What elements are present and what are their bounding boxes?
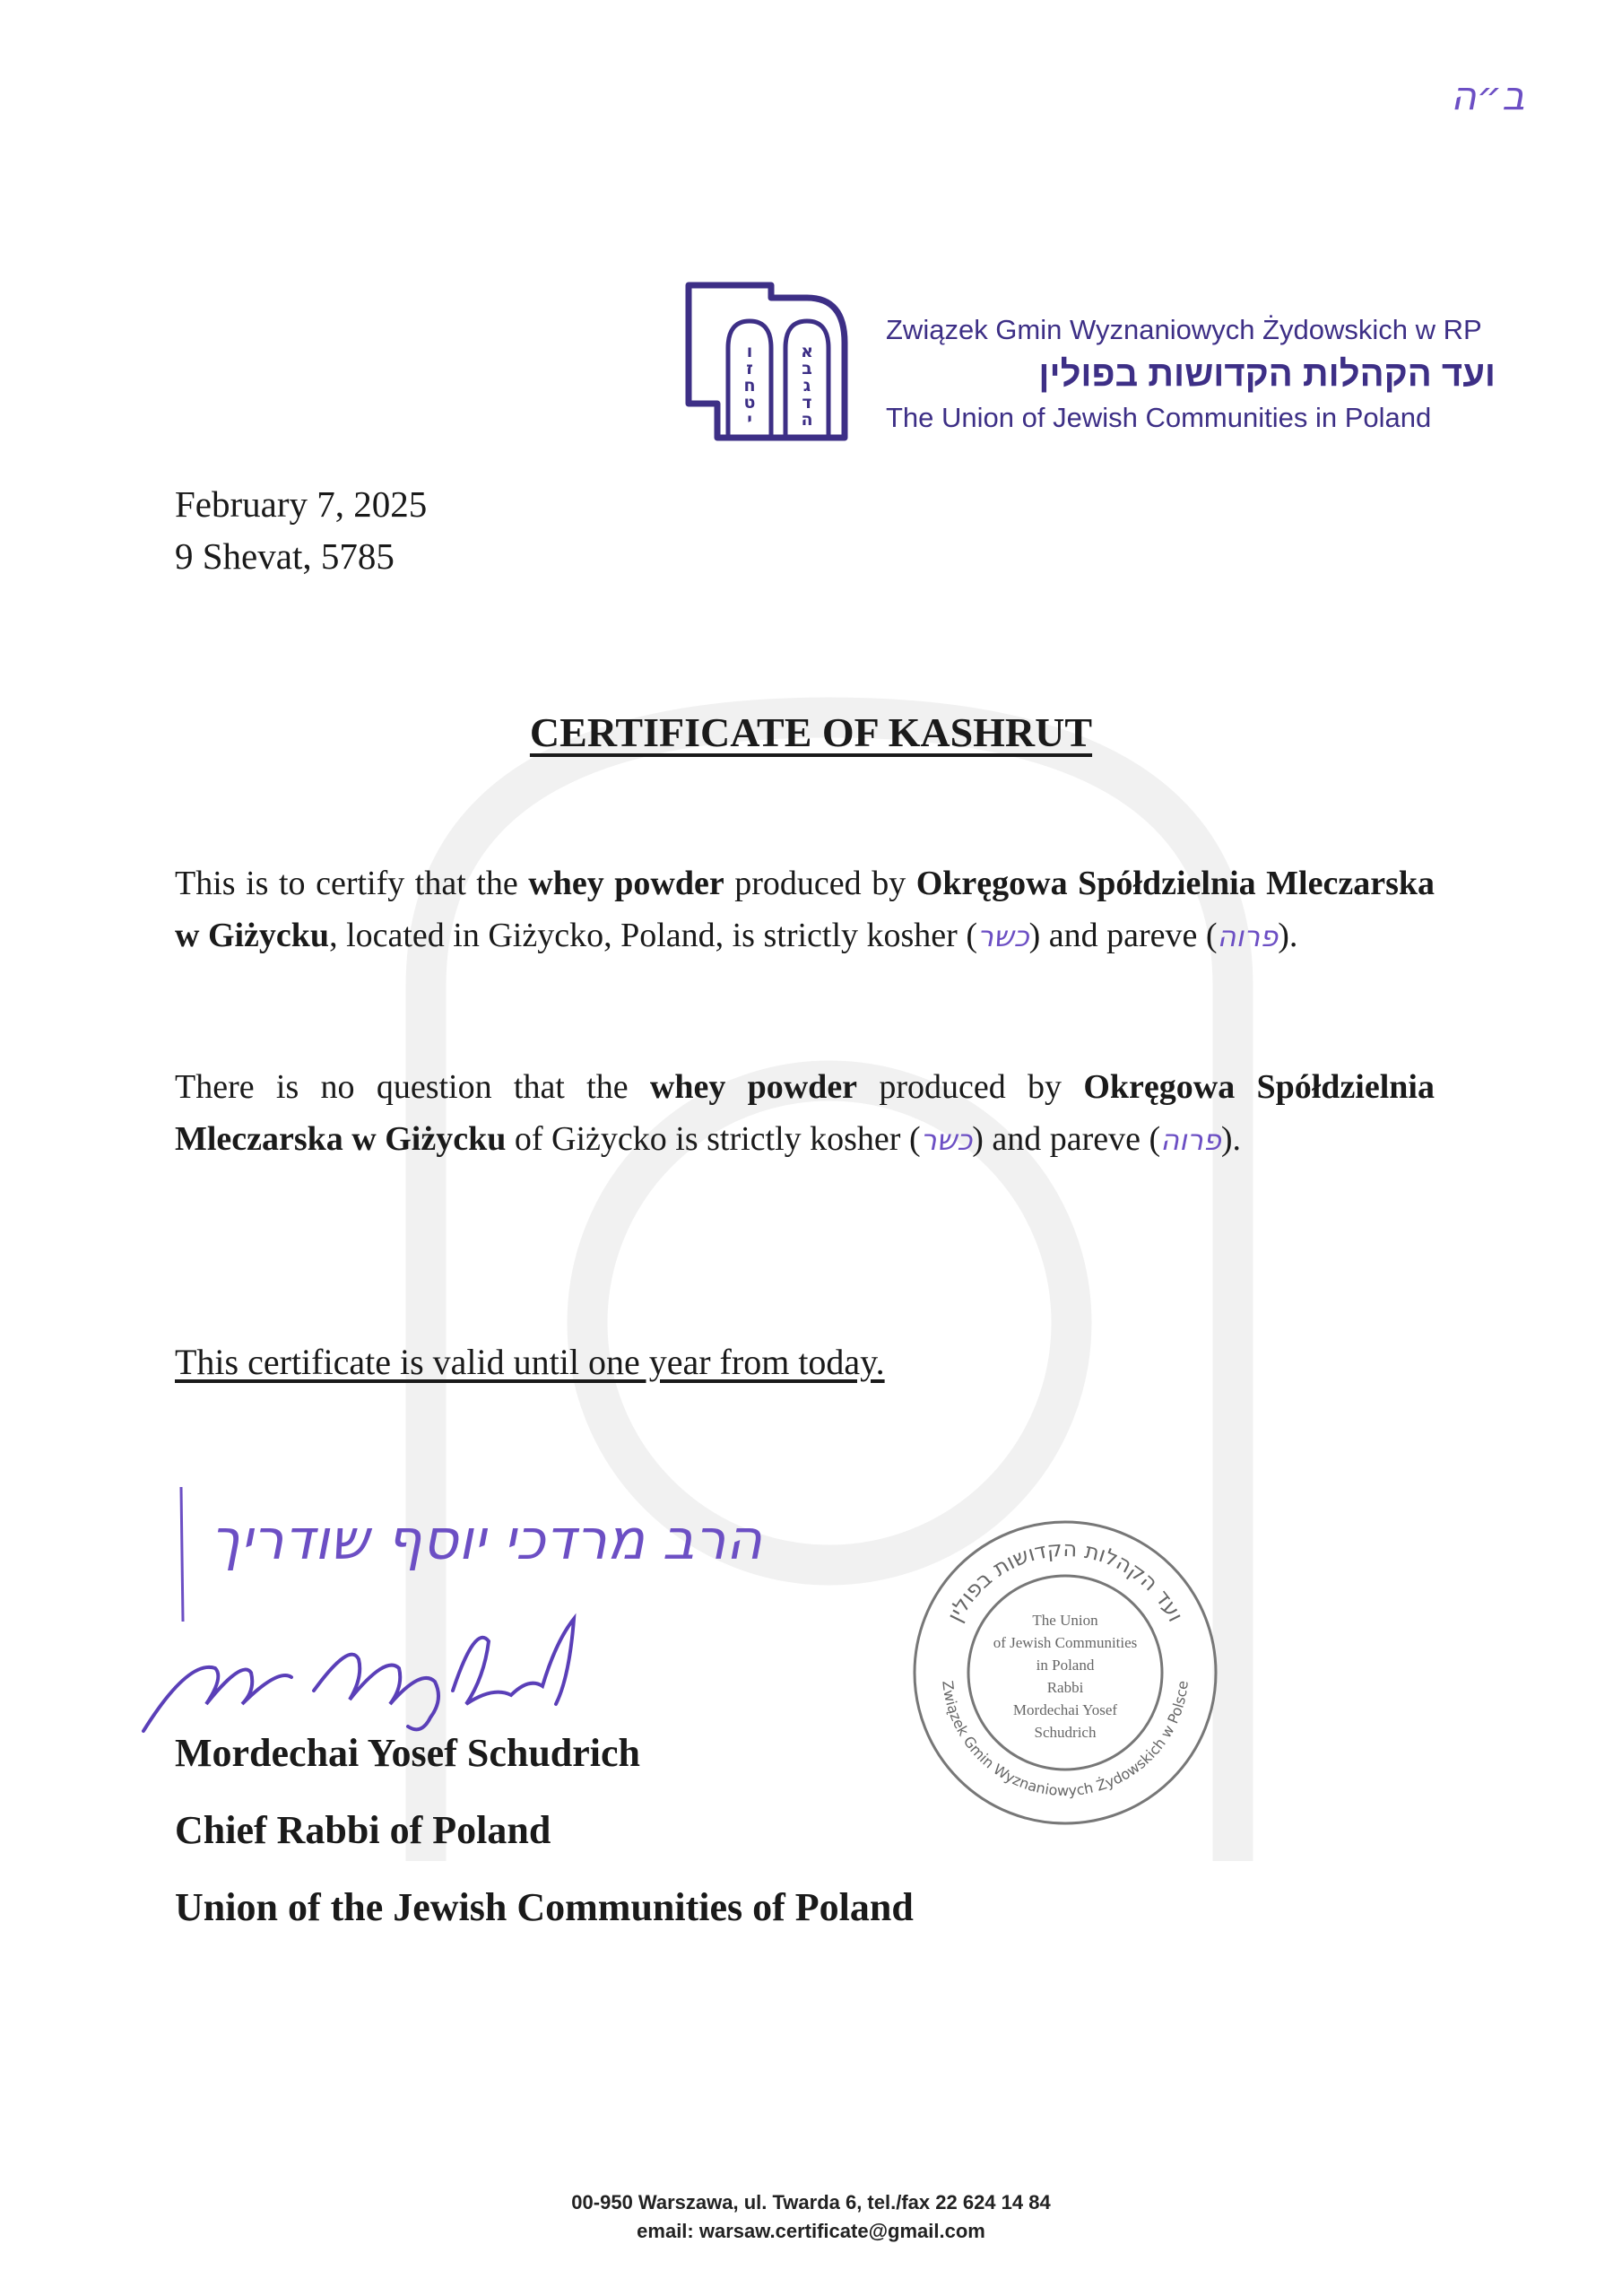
handwritten-kosher: כשר [976, 919, 1029, 953]
handwritten-kosher: כשר [920, 1123, 973, 1157]
certificate-title: CERTIFICATE OF KASHRUT [529, 709, 1093, 755]
corner-handwritten-mark: ב״ה [1451, 74, 1525, 119]
text-segment: produced by [857, 1068, 1084, 1106]
svg-text:הרב מרדכי יוסף שודריך: הרב מרדכי יוסף שודריך [210, 1507, 762, 1572]
handwritten-pareve: פרוה [1217, 919, 1279, 953]
text-segment: There is no question that the [175, 1068, 650, 1106]
union-logo-tablets-icon [681, 280, 852, 448]
text-segment: , located in Giżycko, Poland, is strictly kosher ( [329, 917, 977, 954]
org-name-english: The Union of Jewish Communities in Poland [886, 402, 1432, 433]
signatory-role: Chief Rabbi of Poland [175, 1808, 551, 1852]
logo-letter: ב [802, 359, 812, 378]
signatory-organization: Union of the Jewish Communities of Poland [175, 1885, 914, 1929]
logo-letter: ח [743, 376, 756, 396]
text-segment: This is to certify that the [175, 865, 529, 902]
stamp-inner-line: in Poland [1036, 1657, 1095, 1674]
product-name: whey powder [528, 865, 724, 902]
official-stamp [908, 1516, 1222, 1830]
gregorian-date: February 7, 2025 [175, 483, 428, 525]
svg-text:ועד הקהלות הקדושות בפולין: ועד הקהלות הקדושות בפולין [941, 1535, 1189, 1626]
svg-text:Związek Gmin Wyznaniowych Żydo: Związek Gmin Wyznaniowych Żydowskich w Polsce [939, 1679, 1192, 1800]
logo-letter: י [747, 410, 752, 430]
stamp-inner-line: Schudrich [1034, 1724, 1097, 1741]
logo-letter: ז [746, 359, 753, 378]
validity-statement: This certificate is valid until one year from today. [175, 1342, 885, 1382]
logo-letter: ט [743, 393, 756, 413]
stamp-inner-line: Mordechai Yosef [1012, 1701, 1118, 1718]
text-segment: ) and pareve ( [1028, 917, 1218, 954]
product-name: whey powder [649, 1068, 858, 1106]
logo-letter: ג [802, 376, 811, 396]
company-name: Okręgowa Spółdzielnia Mleczarska w Giżycku [175, 865, 1435, 954]
text-segment: of Giżycko is strictly kosher ( [506, 1120, 921, 1158]
handwritten-pareve: פרוה [1160, 1123, 1221, 1157]
logo-letter: א [801, 342, 813, 361]
stamp-inner-line: The Union [1032, 1612, 1098, 1629]
certification-paragraph-1 [175, 857, 1435, 962]
org-name-polish: Związek Gmin Wyznaniowych Żydowskich w RP [886, 314, 1482, 345]
text-segment: produced by [724, 865, 916, 902]
logo-letter: ה [801, 410, 813, 430]
footer-email[interactable]: email: warsaw.certificate@gmail.com [637, 2220, 985, 2242]
signatory-name: Mordechai Yosef Schudrich [175, 1731, 641, 1775]
org-name-hebrew: ועד הקהלות הקדושות בפולין [1038, 354, 1496, 394]
logo-letter: ד [802, 393, 812, 413]
certification-paragraph-2 [175, 1061, 1435, 1166]
text-segment: ). [1220, 1120, 1242, 1158]
stamp-inner-line: Rabbi [1046, 1679, 1084, 1696]
hebrew-date: 9 Shevat, 5785 [175, 535, 395, 577]
logo-letter: ו [746, 342, 753, 361]
organization-header [886, 310, 1514, 438]
signatory-block [175, 1715, 914, 1946]
company-name: Okręgowa Spółdzielnia Mleczarska w Giżycku [175, 1068, 1435, 1158]
text-segment: ) and pareve ( [972, 1120, 1161, 1158]
stamp-inner-line: of Jewish Communities [993, 1634, 1138, 1651]
footer-address: 00-950 Warszawa, ul. Twarda 6, tel./fax 22 624 14 84 [571, 2191, 1051, 2213]
date-block [175, 478, 427, 582]
footer-contact [0, 2188, 1622, 2246]
text-segment: ). [1278, 917, 1298, 954]
